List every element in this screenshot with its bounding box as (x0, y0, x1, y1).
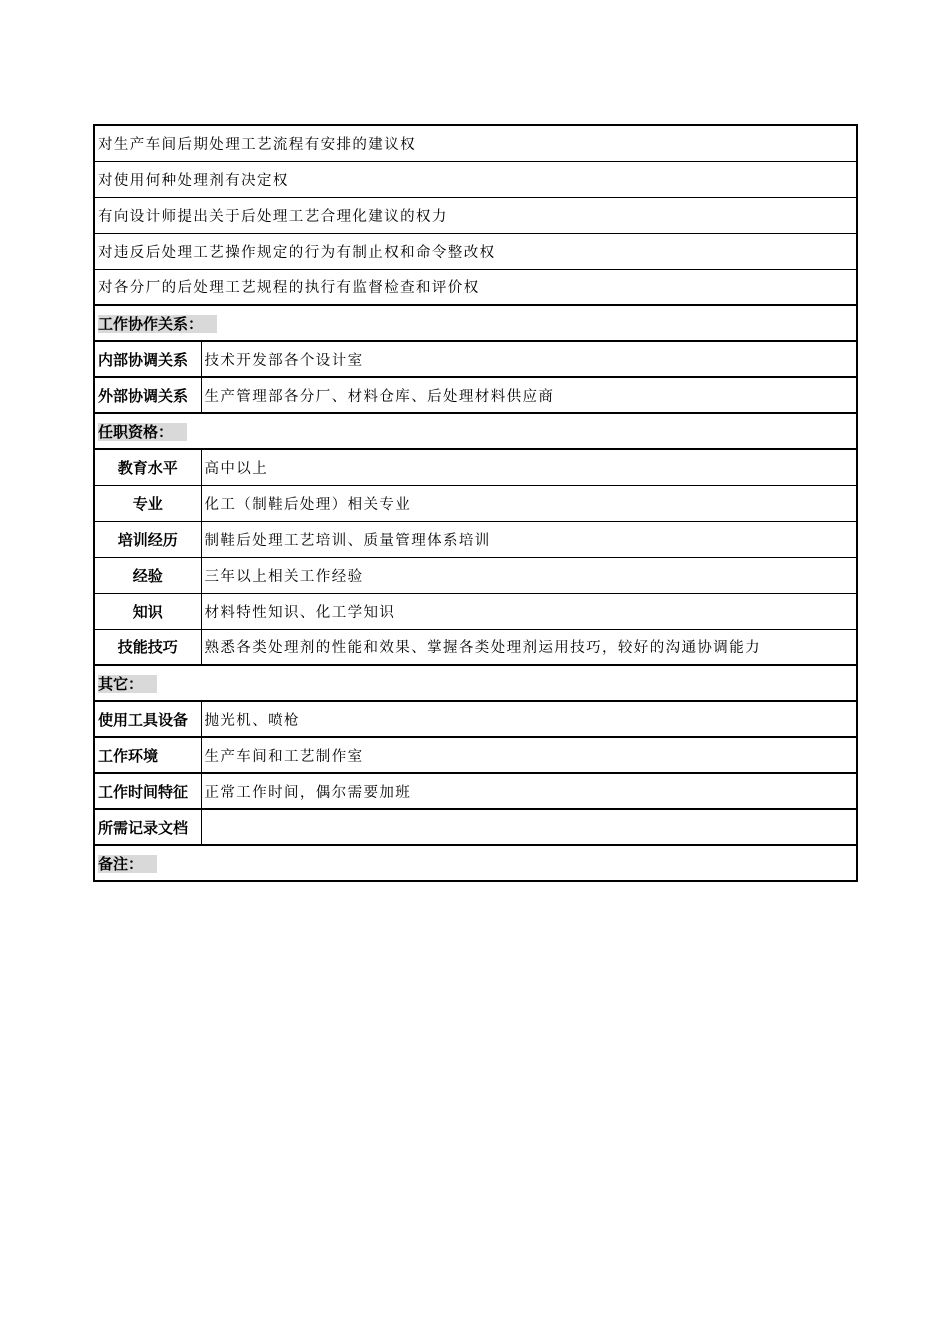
other-row (94, 809, 857, 845)
row-value: 材料特性知识、化工学知识 (201, 593, 857, 629)
row-label: 工作环境 (94, 737, 201, 773)
right-row (94, 269, 857, 305)
cooperation-row (94, 341, 857, 377)
section-row-qualification (94, 413, 857, 449)
section-title-text: 其它： (98, 675, 157, 693)
qualification-row (94, 449, 857, 485)
section-title-qualification (94, 413, 857, 449)
row-value: 化工（制鞋后处理）相关专业 (201, 485, 857, 521)
qualification-row (94, 593, 857, 629)
right-row (94, 197, 857, 233)
row-label: 知识 (94, 593, 201, 629)
row-value: 三年以上相关工作经验 (201, 557, 857, 593)
row-label: 专业 (94, 485, 201, 521)
row-label: 技能技巧 (94, 629, 201, 665)
other-row (94, 737, 857, 773)
row-label: 培训经历 (94, 521, 201, 557)
row-label: 所需记录文档 (94, 809, 201, 845)
row-value: 生产车间和工艺制作室 (201, 737, 857, 773)
section-title-text: 任职资格： (98, 423, 187, 441)
row-value: 熟悉各类处理剂的性能和效果、掌握各类处理剂运用技巧，较好的沟通协调能力 (201, 629, 857, 665)
other-row (94, 773, 857, 809)
qualification-row (94, 485, 857, 521)
right-text: 有向设计师提出关于后处理工艺合理化建议的权力 (94, 197, 857, 233)
section-row-other (94, 665, 857, 701)
section-title-remarks (94, 845, 857, 881)
row-value: 技术开发部各个设计室 (201, 341, 857, 377)
row-value (201, 809, 857, 845)
right-row (94, 161, 857, 197)
qualification-row (94, 557, 857, 593)
row-label: 内部协调关系 (94, 341, 201, 377)
row-label: 使用工具设备 (94, 701, 201, 737)
row-value: 抛光机、喷枪 (201, 701, 857, 737)
section-title-text: 工作协作关系： (98, 315, 217, 333)
row-value: 生产管理部各分厂、材料仓库、后处理材料供应商 (201, 377, 857, 413)
cooperation-row (94, 377, 857, 413)
row-label: 经验 (94, 557, 201, 593)
qualification-row (94, 629, 857, 665)
section-row-cooperation (94, 305, 857, 341)
job-description-table (93, 124, 858, 882)
qualification-row (94, 521, 857, 557)
row-value: 高中以上 (201, 449, 857, 485)
right-row (94, 233, 857, 269)
row-label: 外部协调关系 (94, 377, 201, 413)
right-text: 对违反后处理工艺操作规定的行为有制止权和命令整改权 (94, 233, 857, 269)
right-text: 对生产车间后期处理工艺流程有安排的建议权 (94, 125, 857, 161)
row-value: 制鞋后处理工艺培训、质量管理体系培训 (201, 521, 857, 557)
row-label: 工作时间特征 (94, 773, 201, 809)
other-row (94, 701, 857, 737)
section-title-other (94, 665, 857, 701)
section-title-cooperation (94, 305, 857, 341)
row-value: 正常工作时间，偶尔需要加班 (201, 773, 857, 809)
right-text: 对各分厂的后处理工艺规程的执行有监督检查和评价权 (94, 269, 857, 305)
section-row-remarks (94, 845, 857, 881)
row-label: 教育水平 (94, 449, 201, 485)
right-row (94, 125, 857, 161)
section-title-text: 备注： (98, 855, 157, 873)
right-text: 对使用何种处理剂有决定权 (94, 161, 857, 197)
